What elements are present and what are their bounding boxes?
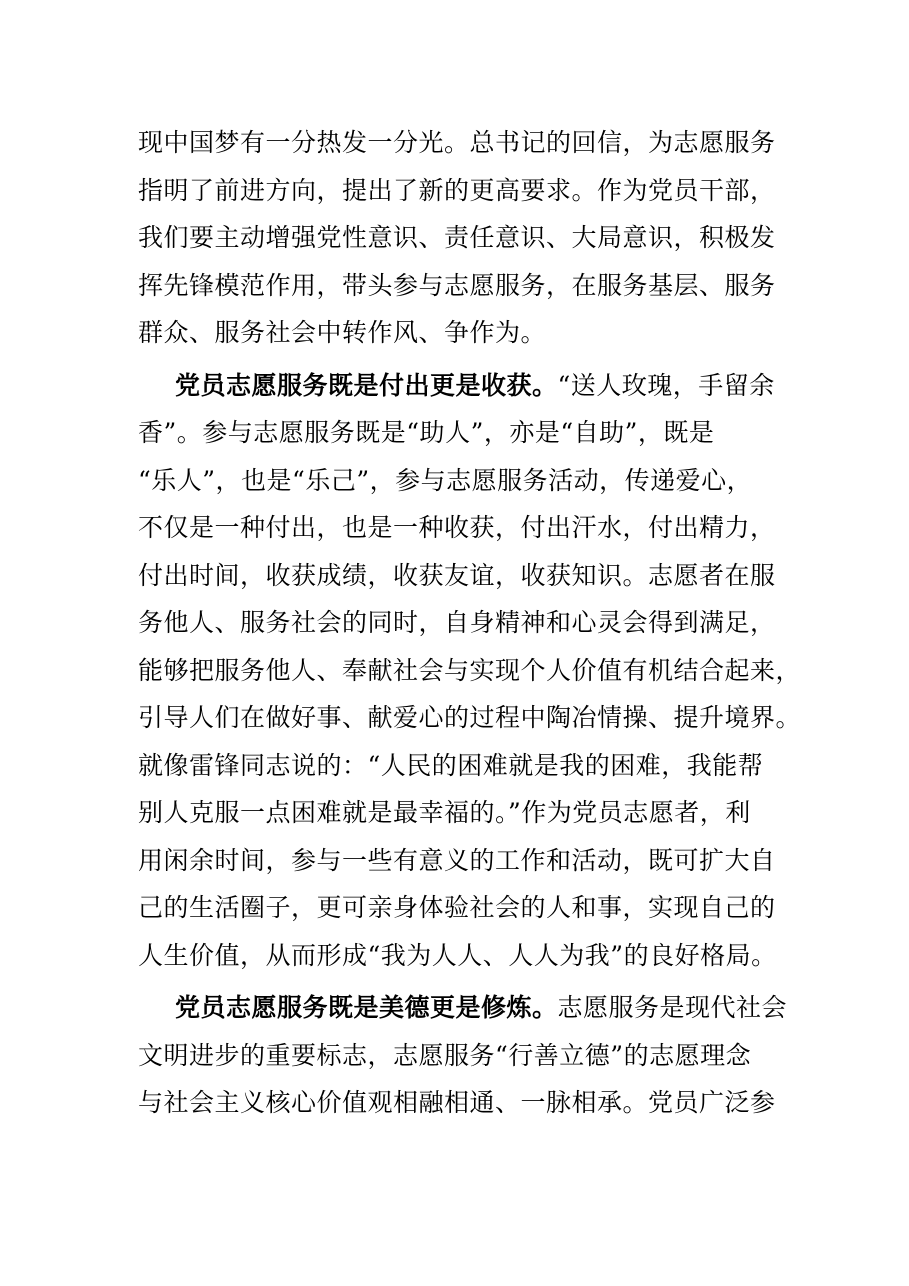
paragraph-heading: 党员志愿服务既是付出更是收获。: [175, 370, 558, 400]
text-line: 付出时间，收获成绩，收获友谊，收获知识。志愿者在服: [138, 560, 776, 590]
text-line: 别人克服一点困难就是最幸福的。”作为党员志愿者，利: [138, 798, 751, 827]
paragraph-2: [138, 362, 802, 980]
text-line: 引导人们在做好事、献爱心的过程中陶冶情操、提升境界。: [138, 703, 802, 732]
text-line: 人生价值，从而形成“我为人人、人人为我”的良好格局。: [138, 940, 777, 970]
text-line: [138, 362, 778, 410]
text-line: 现中国梦有一分热发一分光。总书记的回信，为志愿服务: [138, 128, 776, 157]
text-line: 务他人、服务社会的同时，自身精神和心灵会得到满足，: [138, 608, 776, 637]
text-span: 志愿服务是现代社会: [557, 993, 788, 1022]
paragraph-3: [138, 984, 788, 1127]
body-text: [138, 119, 802, 1127]
text-line: 己的生活圈子，更可亲身体验社会的人和事，实现自己的: [138, 893, 776, 922]
text-line: 指明了前进方向，提出了新的更高要求。作为党员干部，: [138, 175, 776, 205]
text-line: 用闲余时间，参与一些有意义的工作和活动，既可扩大自: [138, 845, 776, 875]
text-line: 香”。参与志愿服务既是“助人”，亦是“自助”，既是: [138, 418, 715, 447]
paragraph-heading: 党员志愿服务既是美德更是修炼。: [175, 993, 558, 1022]
text-line: 文明进步的重要标志，志愿服务“行善立德”的志愿理念: [138, 1040, 752, 1070]
text-span: “送人玫瑰，手留余: [557, 370, 775, 400]
text-line: “乐人”，也是“乐己”，参与志愿服务活动，传递爱心，: [138, 465, 753, 495]
text-line: 我们要主动增强党性意识、责任意识、大局意识，积极发: [138, 223, 776, 252]
text-line: 与社会主义核心价值观相融相通、一脉相承。党员广泛参: [138, 1088, 776, 1117]
text-line: 挥先锋模范作用，带头参与志愿服务，在服务基层、服务: [138, 270, 776, 300]
text-line: 就像雷锋同志说的：“人民的困难就是我的困难，我能帮: [138, 750, 764, 780]
text-line: 不仅是一种付出，也是一种收获，付出汗水，付出精力，: [138, 513, 776, 542]
text-line: 能够把服务他人、奉献社会与实现个人价值有机结合起来，: [138, 655, 802, 685]
paragraph-1: [138, 119, 778, 357]
text-line: [138, 984, 788, 1032]
text-line: 群众、服务社会中转作风、争作为。: [138, 318, 547, 347]
